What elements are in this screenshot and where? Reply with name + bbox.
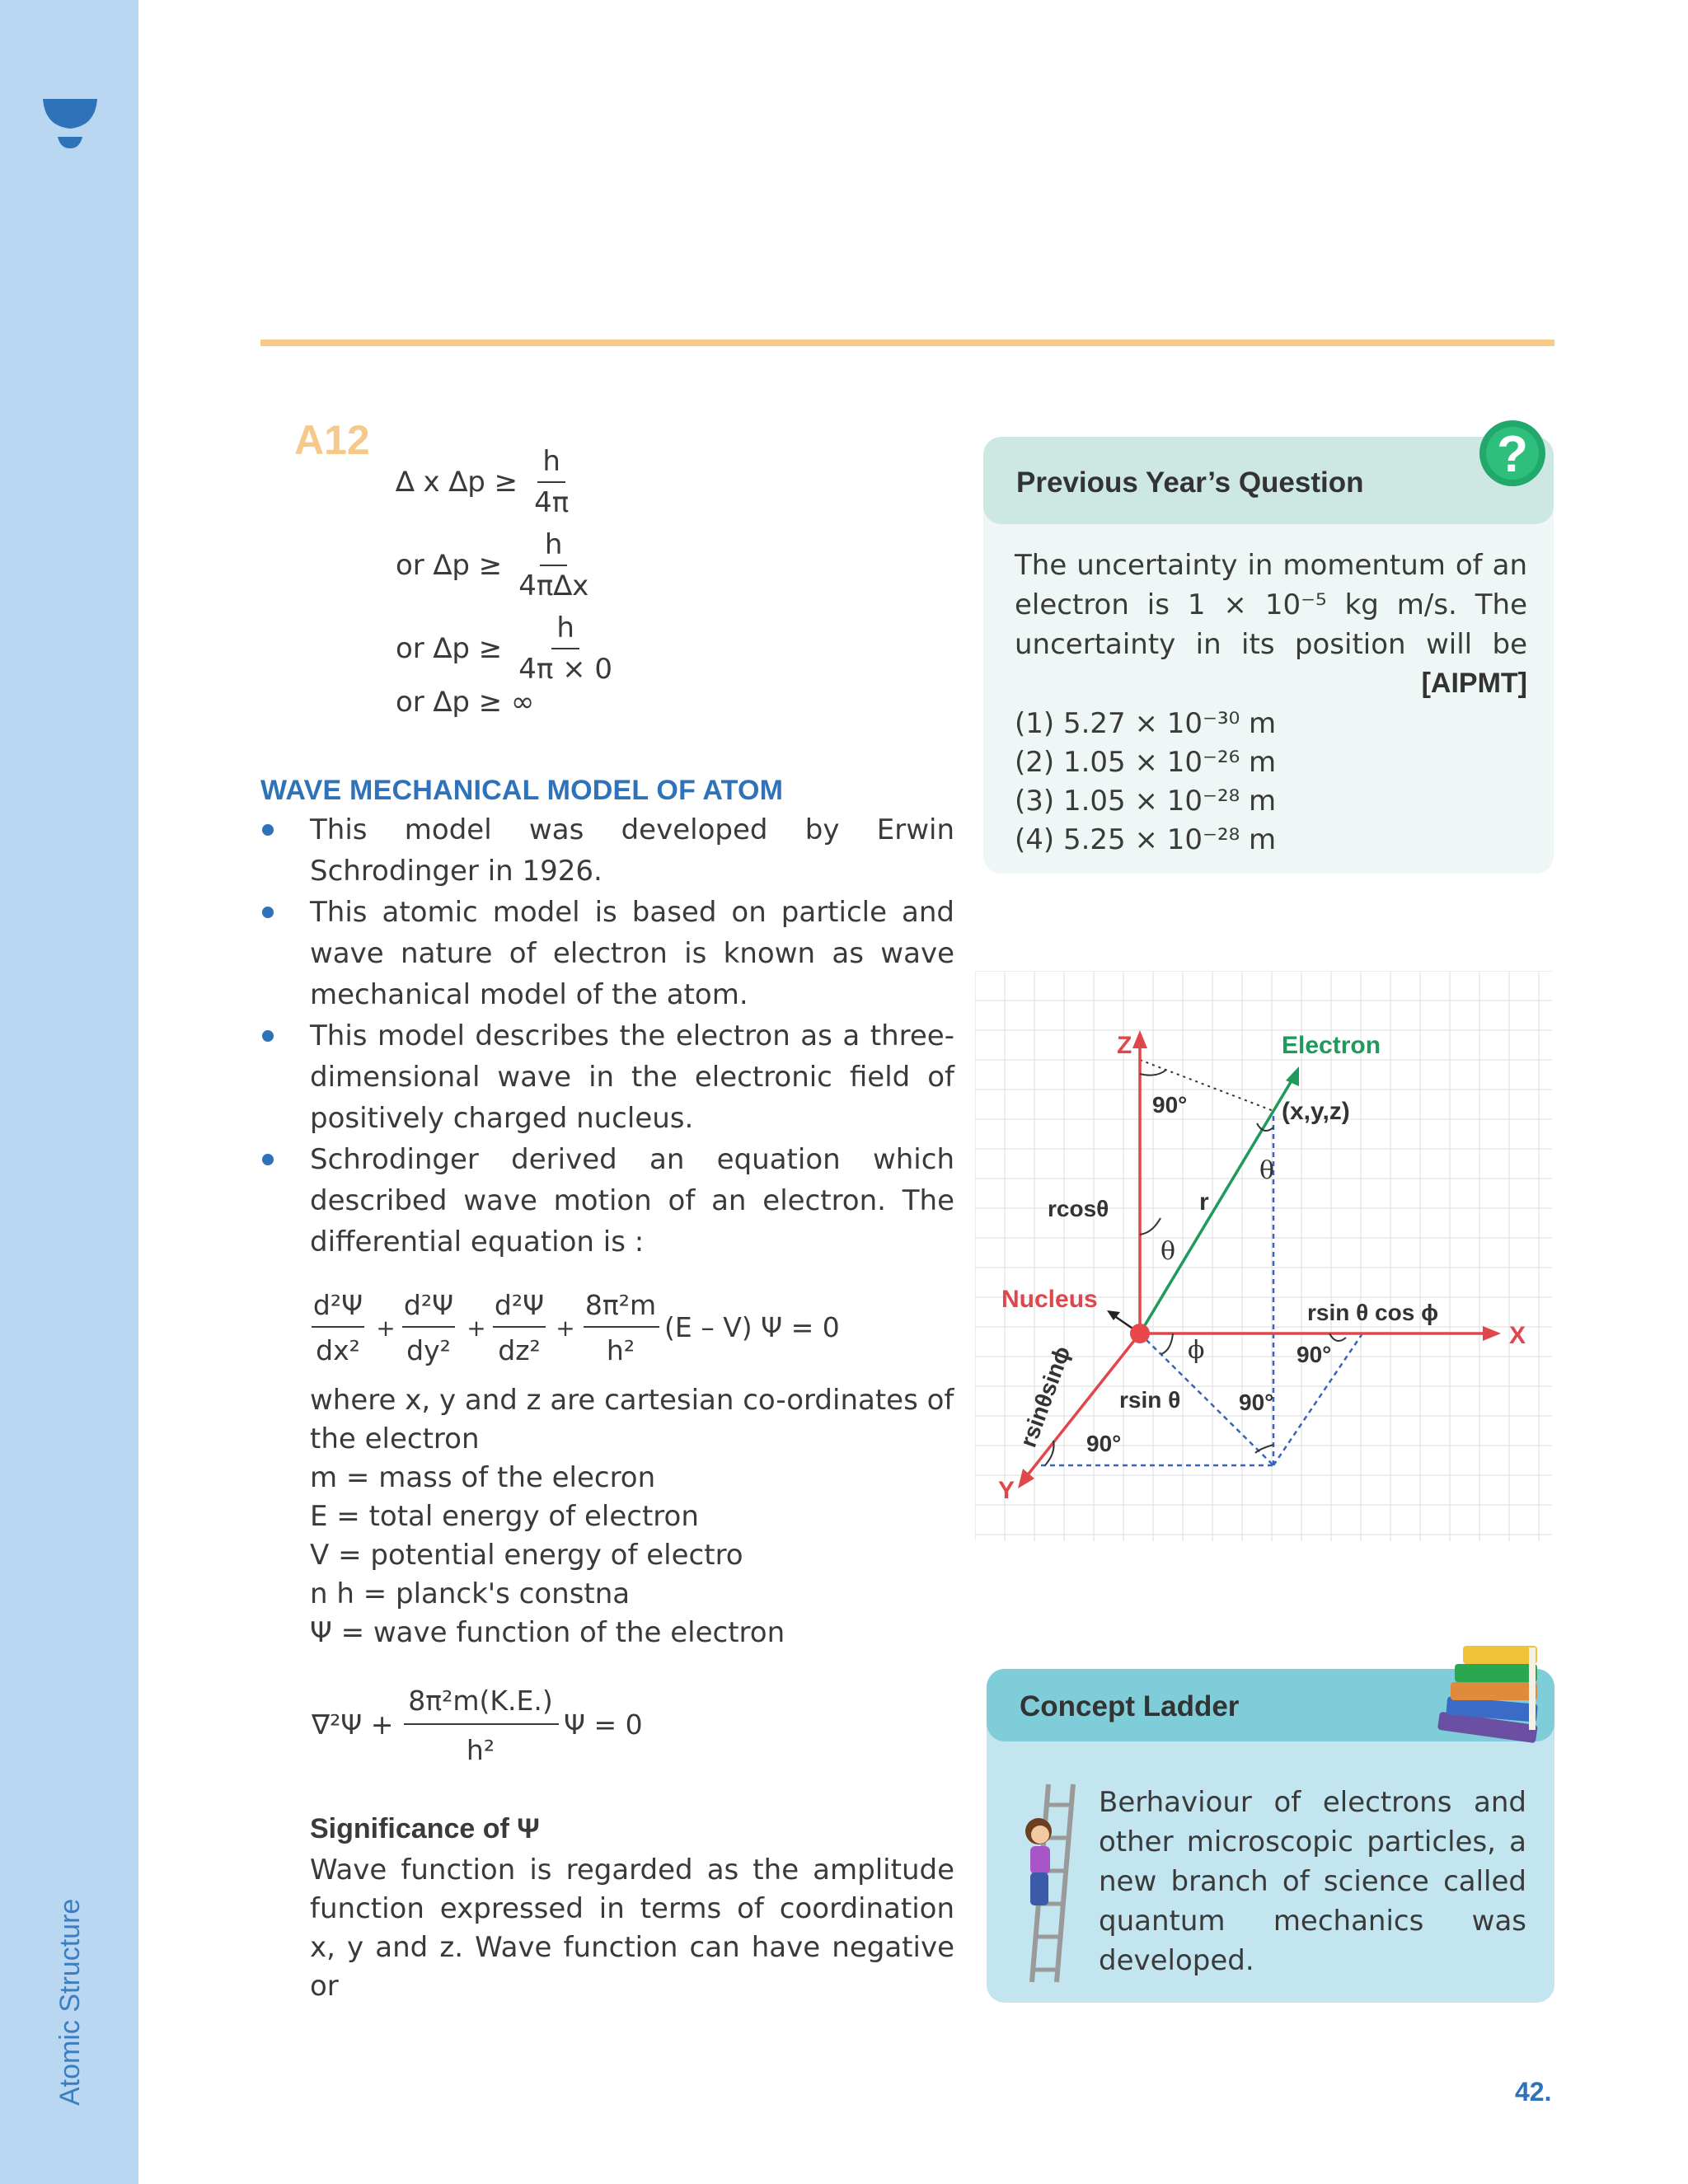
fraction: $\frac{h}{4\pi}$ bbox=[534, 445, 570, 519]
pyq-title: Previous Year’s Question bbox=[1016, 466, 1364, 499]
svg-text:∇²Ψ +: ∇²Ψ + bbox=[312, 1708, 394, 1741]
list-item: This model describes the electron as a three-dimensional wave in the electronic field of positively charged nucleus. bbox=[260, 1015, 954, 1139]
svg-text:d²Ψ: d²Ψ bbox=[403, 1289, 454, 1321]
z-axis-label: Z bbox=[1117, 1032, 1132, 1059]
fraction: $\frac{h}{4\pi\Delta x}$ bbox=[518, 528, 589, 602]
equation-lhs: ∆ x ∆p ≥ bbox=[396, 466, 518, 499]
uncertainty-line-3 bbox=[396, 612, 617, 686]
svg-text:+: + bbox=[467, 1315, 486, 1342]
svg-text:h²: h² bbox=[466, 1734, 495, 1766]
svg-text:+: + bbox=[556, 1315, 575, 1342]
pyq-header bbox=[983, 437, 1554, 524]
pyq-question: The uncertainty in momentum of an electron is 1 × 10⁻⁵ kg m/s. The uncertainty in its position will be bbox=[1015, 549, 1527, 661]
svg-text:(E – V) Ψ = 0: (E – V) Ψ = 0 bbox=[664, 1311, 840, 1343]
definition-line: Ψ = wave function of the electron bbox=[310, 1616, 785, 1649]
concept-ladder-text: Berhaviour of electrons and other microscopic particles, a new branch of science called quantum mechanics was developed. bbox=[1099, 1786, 1526, 1977]
pyq-box bbox=[983, 437, 1554, 874]
books-icon bbox=[1430, 1636, 1554, 1743]
nucleus-label: Nucleus bbox=[1001, 1286, 1098, 1313]
uncertainty-line-1 bbox=[396, 445, 574, 519]
right-angle-label: 90° bbox=[1239, 1390, 1274, 1415]
uncertainty-line-2 bbox=[396, 528, 593, 602]
section-title: WAVE MECHANICAL MODEL OF ATOM bbox=[260, 775, 784, 806]
equation-lhs: or ∆p ≥ ∞ bbox=[396, 686, 535, 719]
chapter-title: Atomic Structure bbox=[54, 1898, 86, 2106]
y-axis-label: Y bbox=[998, 1477, 1015, 1504]
bullet-icon bbox=[262, 1030, 274, 1042]
rsincos-label: rsin θ cos ϕ bbox=[1307, 1300, 1439, 1325]
electron-arrowhead-icon bbox=[1286, 1066, 1299, 1086]
svg-text:dy²: dy² bbox=[406, 1334, 451, 1366]
r-label: r bbox=[1199, 1188, 1209, 1216]
svg-text:?: ? bbox=[1497, 426, 1528, 483]
x-arrowhead-icon bbox=[1483, 1326, 1501, 1341]
definition-line: m = mass of the elecron bbox=[310, 1461, 656, 1494]
rsin-label: rsin θ bbox=[1119, 1387, 1181, 1413]
theta-label: θ bbox=[1259, 1156, 1275, 1185]
equation-lhs: or ∆p ≥ bbox=[396, 549, 503, 582]
rsinsin-label: rsinθsinϕ bbox=[1015, 1343, 1076, 1451]
significance-title: Significance of Ψ bbox=[310, 1813, 540, 1844]
pyq-exam-tag: [AIPMT] bbox=[1421, 668, 1527, 699]
bullet-icon bbox=[262, 824, 274, 836]
electron-label: Electron bbox=[1282, 1032, 1381, 1059]
pyq-option: (1) 5.27 × 10⁻³⁰ m bbox=[1015, 707, 1277, 740]
bullet-list bbox=[260, 809, 954, 1263]
nucleus-dot bbox=[1130, 1324, 1150, 1343]
header-rule bbox=[260, 340, 1554, 346]
svg-text:d²Ψ: d²Ψ bbox=[312, 1289, 363, 1321]
svg-text:dz²: dz² bbox=[498, 1334, 541, 1366]
brand-logo-icon bbox=[41, 97, 99, 152]
kinetic-energy-equation bbox=[312, 1673, 658, 1772]
definition-line: V = potential energy of electro bbox=[310, 1539, 743, 1572]
svg-text:d²Ψ: d²Ψ bbox=[494, 1289, 545, 1321]
svg-text:dx²: dx² bbox=[316, 1334, 360, 1366]
concept-ladder-title: Concept Ladder bbox=[1020, 1690, 1240, 1722]
sidebar bbox=[0, 0, 138, 2184]
right-angle-label: 90° bbox=[1086, 1431, 1122, 1456]
list-item: Schrodinger derived an equation which described wave motion of an electron. The differential equation is : bbox=[260, 1139, 954, 1263]
pyq-option: (3) 1.05 × 10⁻²⁸ m bbox=[1015, 785, 1277, 818]
definition-line: the electron bbox=[310, 1422, 480, 1455]
svg-text:8π²m(K.E.): 8π²m(K.E.) bbox=[408, 1685, 553, 1717]
phi-label: ϕ bbox=[1188, 1336, 1205, 1365]
x-axis-label: X bbox=[1509, 1322, 1526, 1349]
svg-text:Ψ = 0: Ψ = 0 bbox=[564, 1708, 643, 1741]
pyq-option: (4) 5.25 × 10⁻²⁸ m bbox=[1015, 823, 1277, 856]
definitions bbox=[310, 1381, 961, 1652]
bullet-icon bbox=[262, 1154, 274, 1165]
definition-line: where x, y and z are cartesian co-ordinates of bbox=[310, 1384, 954, 1417]
fraction: $\frac{h}{4\pi \times 0}$ bbox=[518, 612, 613, 686]
equation-lhs: or ∆p ≥ bbox=[396, 632, 503, 665]
definition-line: E = total energy of electron bbox=[310, 1500, 699, 1533]
coords-label: (x,y,z) bbox=[1282, 1098, 1350, 1125]
z-arrowhead-icon bbox=[1132, 1030, 1147, 1048]
answer-tag: A12 bbox=[294, 417, 370, 463]
svg-text:8π²m: 8π²m bbox=[584, 1289, 657, 1321]
right-angle-label: 90° bbox=[1296, 1342, 1332, 1367]
uncertainty-line-4 bbox=[396, 686, 534, 719]
significance-text: Wave function is regarded as the amplitude function expressed in terms of coordination x, y and z. Wave function can have negative or bbox=[310, 1854, 954, 2003]
coordinate-diagram bbox=[975, 971, 1552, 1541]
bullet-icon bbox=[262, 907, 274, 918]
right-angle-label: 90° bbox=[1152, 1092, 1188, 1118]
question-mark-icon bbox=[1478, 410, 1547, 496]
list-item: This model was developed by Erwin Schrodinger in 1926. bbox=[260, 809, 954, 892]
rcos-label: rcosθ bbox=[1048, 1196, 1109, 1221]
list-item: This atomic model is based on particle and wave nature of electron is known as wave mechanical model of the atom. bbox=[260, 892, 954, 1015]
page-number: 42. bbox=[1515, 2077, 1552, 2107]
definition-line: n h = planck's constna bbox=[310, 1577, 631, 1610]
svg-text:h²: h² bbox=[606, 1334, 635, 1366]
svg-text:+: + bbox=[376, 1315, 396, 1342]
pyq-option: (2) 1.05 × 10⁻²⁶ m bbox=[1015, 746, 1277, 779]
ladder-girl-icon bbox=[1007, 1780, 1081, 1986]
theta-label: θ bbox=[1160, 1237, 1176, 1266]
pyq-options bbox=[1015, 705, 1276, 860]
schrodinger-equation bbox=[312, 1282, 905, 1372]
